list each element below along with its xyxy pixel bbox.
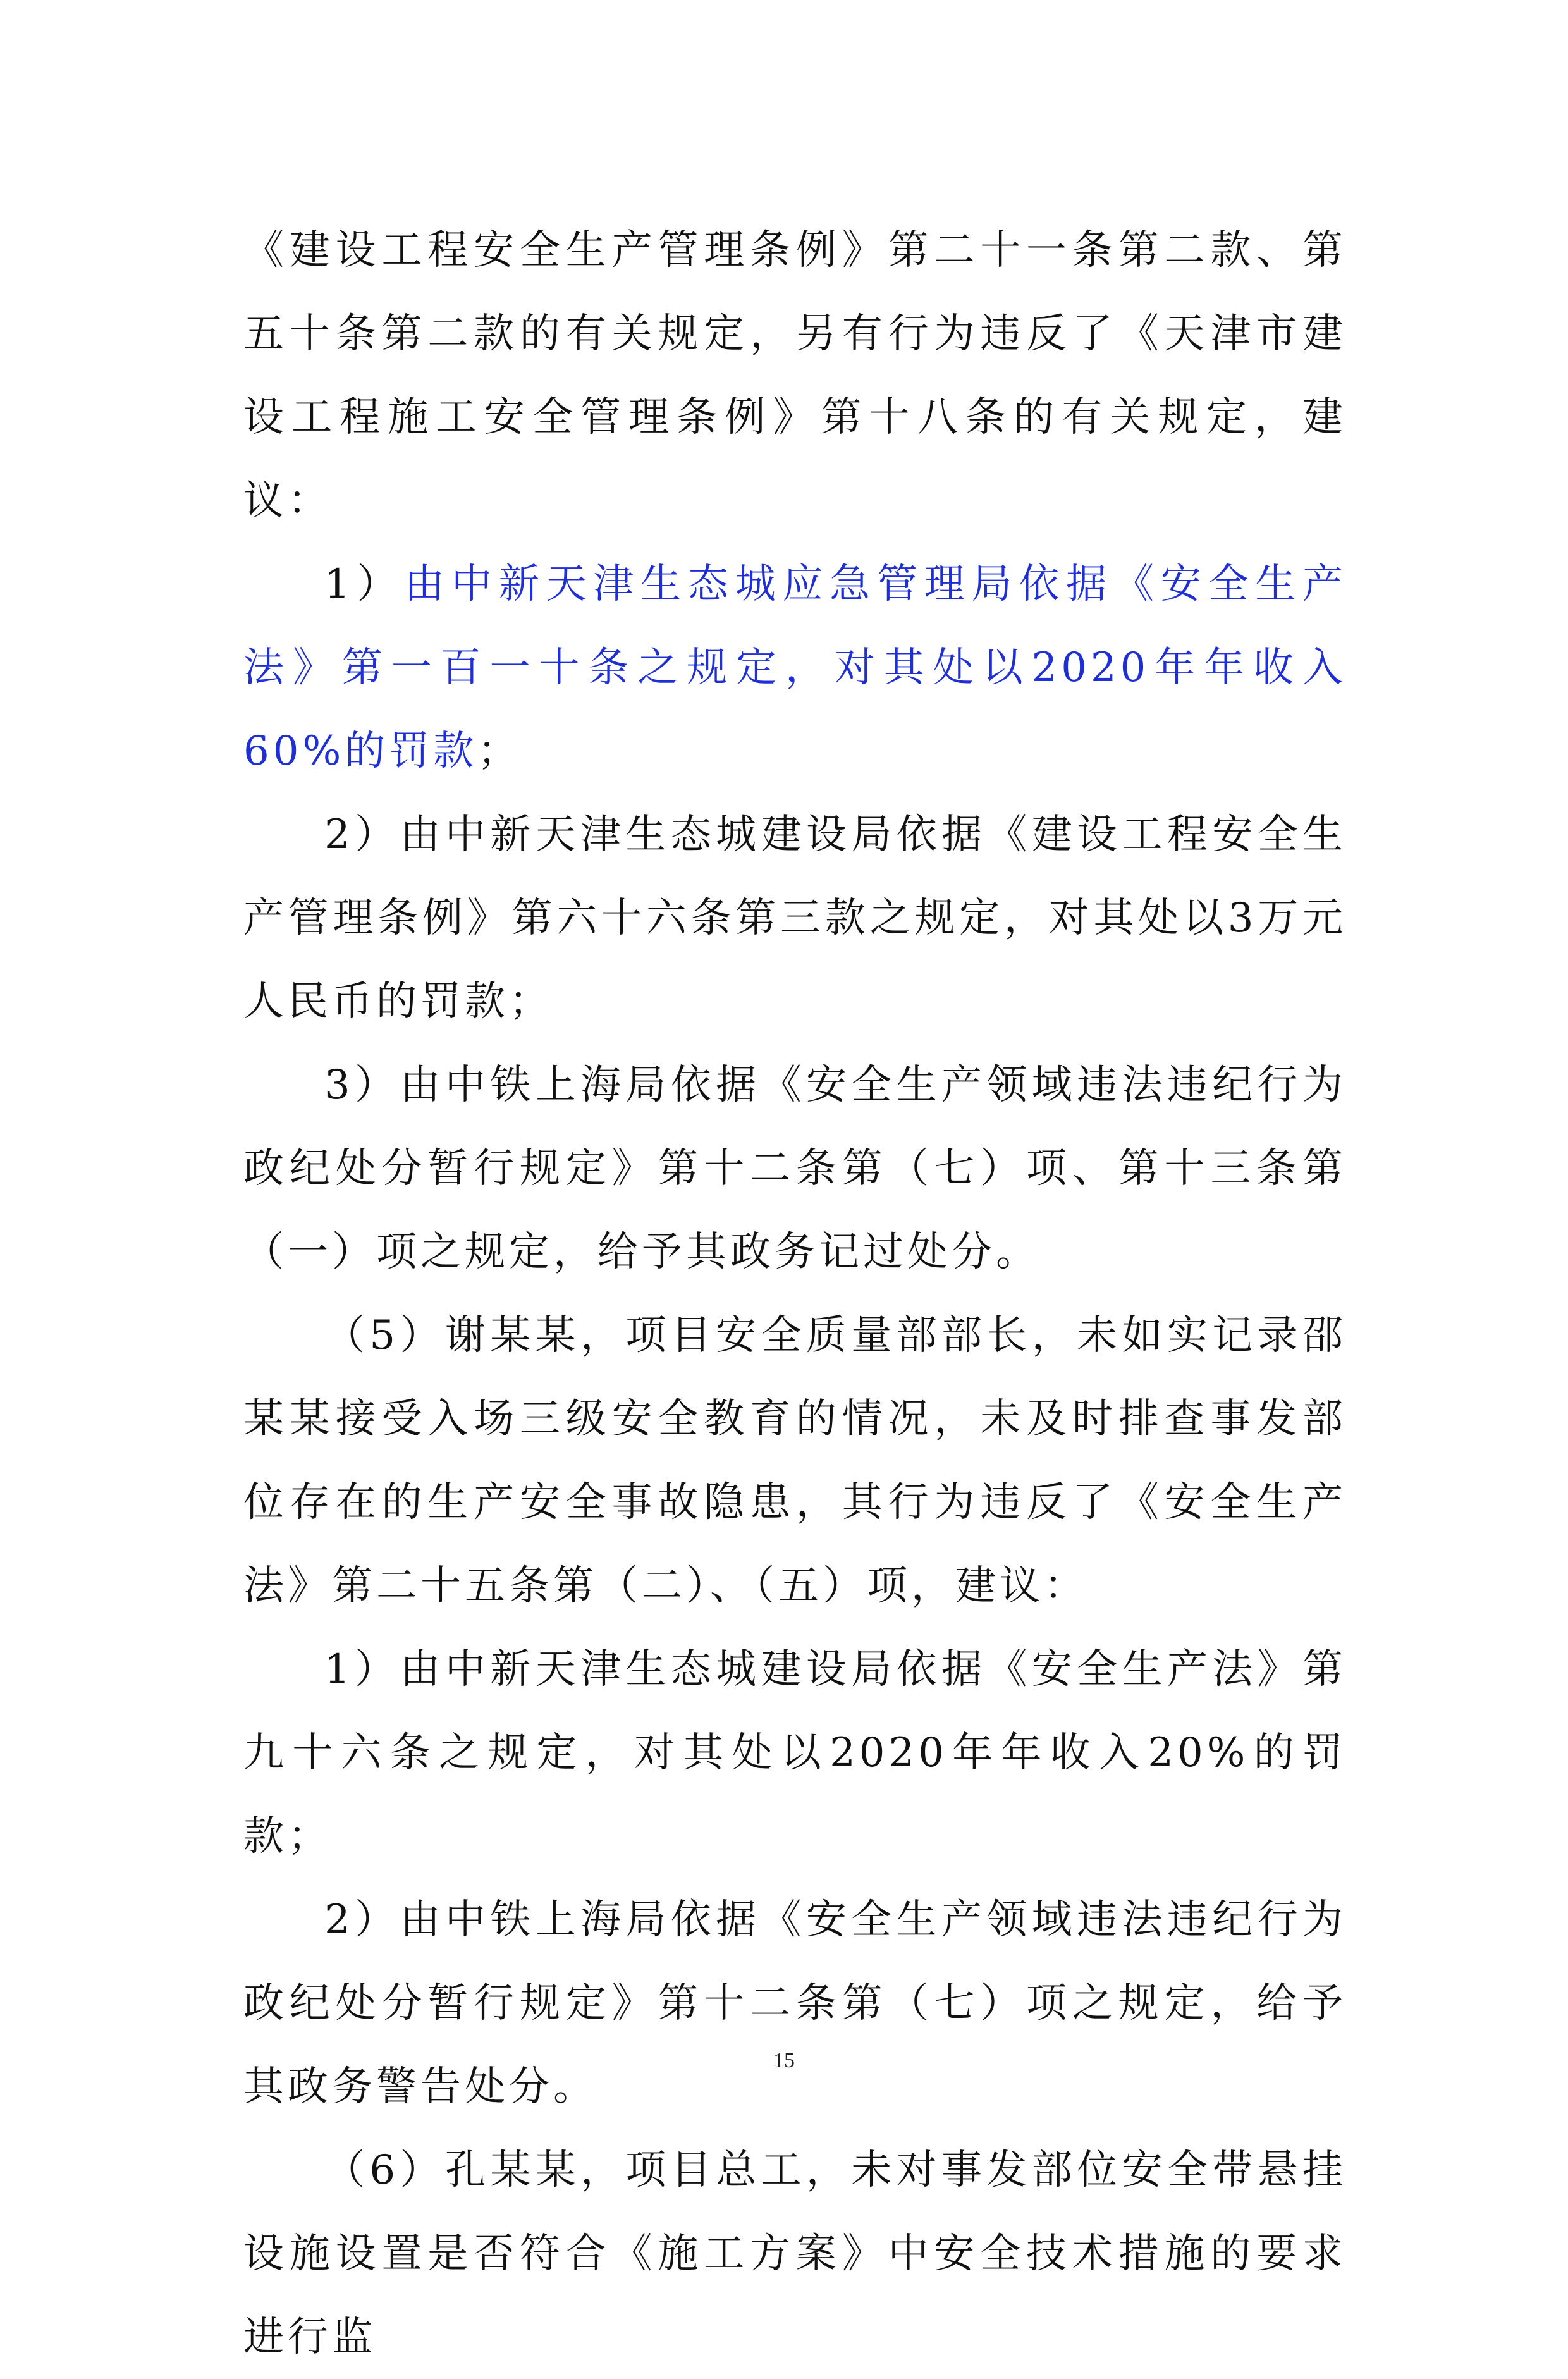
paragraph-2-prefix: 1）	[324, 561, 405, 608]
paragraph-4: 3）由中铁上海局依据《安全生产领域违法违纪行为政纪处分暂行规定》第十二条第（七）项、第十三条第（一）项之规定，给予其政务记过处分。	[243, 1062, 1347, 1276]
paragraph-2	[243, 543, 1347, 793]
paragraph-2-suffix: ；	[477, 728, 522, 775]
paragraph-8: （6）孔某某，项目总工，未对事发部位安全带悬挂设施设置是否符合《施工方案》中安全技术措施的要求进行监	[243, 2147, 1347, 2361]
paragraph-7: 2）由中铁上海局依据《安全生产领域违法违纪行为政纪处分暂行规定》第十二条第（七）项之规定，给予其政务警告处分。	[243, 1896, 1347, 2110]
page-number: 15	[773, 2049, 795, 2072]
paragraph-6: 1）由中新天津生态城建设局依据《安全生产法》第九十六条之规定，对其处以2020年年收入20%的罚款；	[243, 1646, 1347, 1860]
paragraph-2-highlight: 由中新天津生态城应急管理局依据《安全生产法》第一百一十条之规定，对其处以2020年年收入60%的罚款	[243, 561, 1347, 775]
paragraph-5: （5）谢某某，项目安全质量部部长，未如实记录邵某某接受入场三级安全教育的情况，未及时排查事发部位存在的生产安全事故隐患，其行为违反了《安全生产法》第二十五条第（二）、（五）项，建议：	[243, 1312, 1347, 1609]
paragraph-3: 2）由中新天津生态城建设局依据《建设工程安全生产管理条例》第六十六条第三款之规定，对其处以3万元人民币的罚款；	[243, 811, 1347, 1025]
paragraph-1: 《建设工程安全生产管理条例》第二十一条第二款、第五十条第二款的有关规定，另有行为违反了《天津市建设工程施工安全管理条例》第十八条的有关规定，建议：	[243, 227, 1347, 524]
